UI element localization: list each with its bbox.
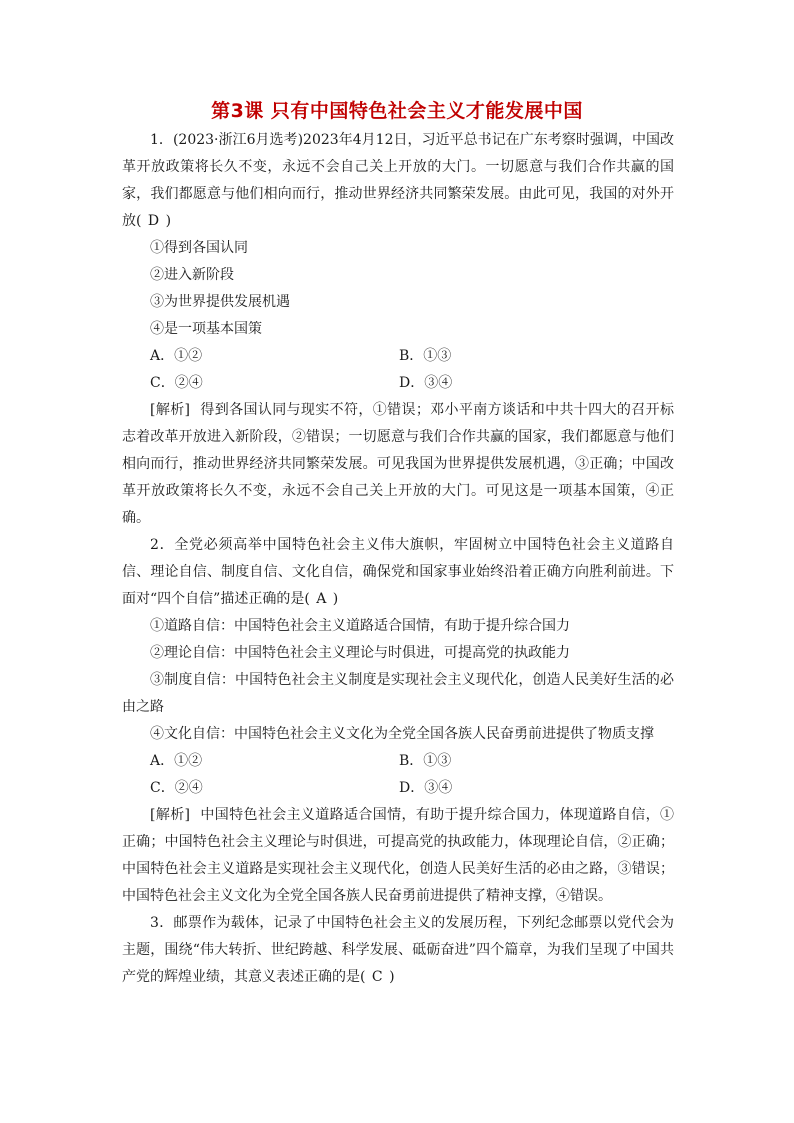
explanation-tag: [解析]	[150, 402, 191, 418]
question-3-answer: ( C )	[360, 969, 396, 985]
question-1-option-d: D．③④	[399, 375, 453, 391]
question-2-option-d: D．③④	[399, 780, 453, 796]
question-2-option-b: B．①③	[399, 753, 452, 769]
question-2-stem	[122, 532, 674, 613]
question-2-option-a: A．①②	[150, 753, 203, 769]
question-1-explanation	[122, 397, 674, 532]
question-1-item: ④是一项基本国策	[150, 321, 262, 337]
question-1-text: 1．(2023·浙江6月选考)2023年4月12日，习近平总书记在广东考察时强调，中国改革开放政策将长久不变，永远不会自己关上开放的大门。一切愿意与我们合作共赢的国家，我们都愿意与他们相向而行，推动世界经济共同繁荣发展。由此可见，我国的对外开放	[122, 132, 674, 229]
question-2-answer: ( A )	[304, 591, 340, 607]
question-2-options-row-1	[122, 748, 674, 775]
question-2-explanation-text: 中国特色社会主义道路适合国情，有助于提升综合国力，体现道路自信，①正确；中国特色社会主义理论与时俱进，可提高党的执政能力，体现理论自信，②正确；中国特色社会主义道路是实现社会主义现代化，创造人民美好生活的必由之路，③错误；中国特色社会主义文化为全党全国各族人民奋勇前进提供了精神支撑，④错误。	[122, 807, 674, 904]
question-1-item: ②进入新阶段	[150, 267, 234, 283]
question-1-explanation-text: 得到各国认同与现实不符，①错误；邓小平南方谈话和中共十四大的召开标志着改革开放进入新阶段，②错误；一切愿意与我们合作共赢的国家，我们都愿意与他们相向而行，推动世界经济共同繁荣发展。可见我国为世界提供发展机遇，③正确；中国改革开放政策将长久不变，永远不会自己关上开放的大门。可见这是一项基本国策，④正确。	[122, 402, 674, 526]
question-1-option-b: B．①③	[399, 348, 452, 364]
question-2-explanation	[122, 802, 674, 910]
document-body	[122, 127, 674, 991]
explanation-tag: [解析]	[150, 807, 191, 823]
question-3-stem	[122, 910, 674, 991]
question-1-stem	[122, 127, 674, 235]
question-2-options-row-2	[122, 775, 674, 802]
question-1-option-a: A．①②	[150, 348, 203, 364]
question-1-options-row-1	[122, 343, 674, 370]
question-2-item: ④文化自信：中国特色社会主义文化为全党全国各族人民奋勇前进提供了物质支撑	[150, 726, 654, 742]
question-3-text: 3．邮票作为载体，记录了中国特色社会主义的发展历程，下列纪念邮票以党代会为主题，围绕“伟大转折、世纪跨越、科学发展、砥砺奋进”四个篇章，为我们呈现了中国共产党的辉煌业绩，其意义表述正确的是	[122, 915, 674, 985]
page-title: 第3课 只有中国特色社会主义才能发展中国	[211, 100, 583, 122]
question-2-item: ②理论自信：中国特色社会主义理论与时俱进，可提高党的执政能力	[150, 645, 570, 661]
question-2-text: 2．全党必须高举中国特色社会主义伟大旗帜，牢固树立中国特色社会主义道路自信、理论自信、制度自信、文化自信，确保党和国家事业始终沿着正确方向胜利前进。下面对“四个自信”描述正确的是	[122, 537, 674, 607]
question-1-item: ③为世界提供发展机遇	[150, 294, 290, 310]
question-1-answer: ( D )	[136, 213, 173, 229]
question-2-option-c: C．②④	[150, 780, 203, 796]
question-1-options-row-2	[122, 370, 674, 397]
question-1-option-c: C．②④	[150, 375, 203, 391]
question-1-item: ①得到各国认同	[150, 240, 248, 256]
question-2-item: ①道路自信：中国特色社会主义道路适合国情，有助于提升综合国力	[150, 618, 570, 634]
question-2-item: ③制度自信：中国特色社会主义制度是实现社会主义现代化，创造人民美好生活的必由之路	[122, 672, 674, 715]
